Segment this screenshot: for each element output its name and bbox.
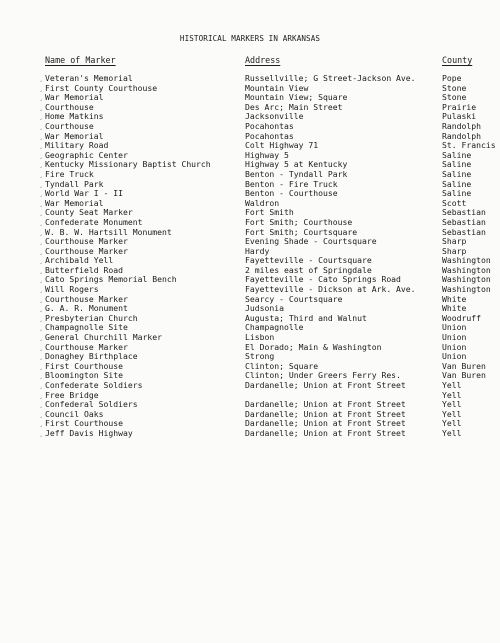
table-row <box>0 429 500 439</box>
check-mark-icon: ˏ <box>39 179 44 188</box>
table-row <box>0 314 500 324</box>
document-title: HISTORICAL MARKERS IN ARKANSAS <box>179 34 321 43</box>
column-header-address: Address <box>245 55 281 65</box>
marker-address: Highway 5 <box>245 150 289 160</box>
column-header-name: Name of Marker <box>45 55 116 65</box>
check-mark-icon: ˏ <box>39 313 44 322</box>
marker-county: Union <box>442 342 467 352</box>
marker-address: Dardanelle; Union at Front Street <box>245 381 406 390</box>
marker-county: Van Buren <box>442 371 486 381</box>
table-row <box>0 247 500 257</box>
check-mark-icon: ˏ <box>39 112 44 121</box>
table-row <box>0 112 500 122</box>
check-mark-icon: ˏ <box>39 189 44 198</box>
marker-name: War Memorial <box>45 198 104 208</box>
table-row <box>0 362 500 372</box>
marker-county: Pope <box>442 74 462 83</box>
marker-address: Highway 5 at Kentucky <box>245 160 348 170</box>
marker-address: Jacksonville <box>245 112 304 122</box>
marker-address: Augusta; Third and Walnut <box>245 313 367 323</box>
check-mark-icon: ˏ <box>39 74 44 82</box>
table-row <box>0 160 500 170</box>
marker-county: Saline <box>442 169 472 179</box>
table-row <box>0 295 500 305</box>
check-mark-icon: ˏ <box>39 381 44 389</box>
check-mark-icon: ˏ <box>39 208 44 217</box>
check-mark-icon: ˏ <box>39 390 44 399</box>
table-row <box>0 199 500 209</box>
marker-name: Butterfield Road <box>45 265 123 275</box>
marker-county: Sebastian <box>442 208 486 218</box>
marker-name: Courthouse Marker <box>45 237 128 247</box>
marker-address: Pocahontas <box>245 131 294 141</box>
marker-name: Council Oaks <box>45 409 104 419</box>
check-mark-icon: ˏ <box>39 169 44 178</box>
table-row <box>0 132 500 142</box>
marker-county: Prairie <box>442 102 477 112</box>
marker-county: Saline <box>442 179 472 189</box>
marker-name: Geographic Center <box>45 150 128 160</box>
table-row <box>0 266 500 276</box>
marker-county: Union <box>442 352 467 362</box>
check-mark-icon: ˏ <box>39 83 44 92</box>
table-row <box>0 237 500 247</box>
check-mark-icon: ˏ <box>39 198 44 207</box>
table-row <box>0 410 500 420</box>
marker-name: W. B. W. Hartsill Monument <box>45 227 172 237</box>
table-row <box>0 343 500 353</box>
marker-county: Washington <box>442 265 491 275</box>
check-mark-icon: ˏ <box>39 131 44 140</box>
check-mark-icon: ˏ <box>39 352 44 361</box>
check-mark-icon: ˏ <box>39 371 44 380</box>
marker-name: War Memorial <box>45 93 104 103</box>
table-row <box>0 103 500 113</box>
marker-name: General Churchill Marker <box>45 333 162 343</box>
marker-county: Woodruff <box>442 313 481 323</box>
marker-county: Yell <box>442 409 462 419</box>
marker-address: Dardanelle; Union at Front Street <box>245 409 406 419</box>
check-mark-icon: ˏ <box>39 409 44 418</box>
table-row <box>0 228 500 238</box>
table-row <box>0 84 500 94</box>
check-mark-icon: ˏ <box>39 160 44 169</box>
marker-name: Donaghey Birthplace <box>45 352 138 362</box>
marker-address: Fort Smith; Courtsquare <box>245 227 358 237</box>
marker-county: Sharp <box>442 237 467 247</box>
marker-county: Saline <box>442 160 472 170</box>
marker-name: First County Courthouse <box>45 83 158 93</box>
marker-name: Champagnolle Site <box>45 323 128 333</box>
marker-county: Union <box>442 333 467 343</box>
marker-address: Fort Smith; Courthouse <box>245 217 353 227</box>
marker-address: Lisbon <box>245 333 275 343</box>
marker-address: Benton - Tyndall Park <box>245 169 348 179</box>
marker-name: Bloomington Site <box>45 371 123 381</box>
marker-county: Randolph <box>442 131 481 141</box>
marker-address: Dardanelle; Union at Front Street <box>245 428 406 438</box>
marker-county: Yell <box>442 419 462 429</box>
marker-name: Will Rogers <box>45 285 99 295</box>
marker-name: Confederal Soldiers <box>45 400 138 410</box>
table-row <box>0 391 500 401</box>
marker-name: First Courthouse <box>45 419 123 429</box>
marker-address: Fayetteville - Dickson at Ark. Ave. <box>245 285 416 295</box>
marker-county: Washington <box>442 285 491 295</box>
marker-county: Washington <box>442 275 491 285</box>
table-row <box>0 256 500 266</box>
table-row <box>0 333 500 343</box>
marker-address: Dardanelle; Union at Front Street <box>245 400 406 410</box>
table-row <box>0 180 500 190</box>
table-row <box>0 74 500 84</box>
marker-address: Mountain View <box>245 83 309 93</box>
marker-address: Benton - Fire Truck <box>245 179 338 189</box>
marker-address: Waldron <box>245 198 280 208</box>
marker-address: 2 miles east of Springdale <box>245 265 372 275</box>
marker-name: Fire Truck <box>45 169 94 179</box>
marker-address: Judsonia <box>245 304 284 314</box>
marker-address: Fayetteville - Courtsquare <box>245 256 372 266</box>
marker-name: G. A. R. Monument <box>45 304 128 314</box>
marker-county: Randolph <box>442 121 481 131</box>
marker-county: Sebastian <box>442 227 486 237</box>
check-mark-icon: ˏ <box>39 361 44 370</box>
table-row <box>0 285 500 295</box>
check-mark-icon: ˏ <box>39 265 44 274</box>
check-mark-icon: ˏ <box>39 275 44 284</box>
marker-county: Pulaski <box>442 112 477 122</box>
check-mark-icon: ˏ <box>39 304 44 313</box>
table-row <box>0 189 500 199</box>
table-row <box>0 218 500 228</box>
marker-name: Tyndall Park <box>45 179 104 189</box>
check-mark-icon: ˏ <box>39 121 44 130</box>
marker-county: Stone <box>442 93 467 103</box>
marker-county: White <box>442 294 467 304</box>
marker-county: Sebastian <box>442 217 486 227</box>
marker-county: Yell <box>442 400 462 410</box>
marker-name: Courthouse Marker <box>45 342 128 352</box>
check-mark-icon: ˏ <box>39 323 44 332</box>
check-mark-icon: ˏ <box>39 428 44 437</box>
table-row <box>0 208 500 218</box>
marker-address: El Dorado; Main & Washington <box>245 342 382 352</box>
table-row <box>0 304 500 314</box>
marker-name: Archibald Yell <box>45 256 114 266</box>
check-mark-icon: ˏ <box>39 285 44 294</box>
marker-county: Yell <box>442 381 462 390</box>
marker-address: Searcy - Courtsquare <box>245 294 343 304</box>
marker-address: Dardanelle; Union at Front Street <box>245 419 406 429</box>
marker-address: Colt Highway 71 <box>245 141 319 151</box>
marker-name: Courthouse <box>45 102 94 112</box>
table-row <box>0 122 500 132</box>
column-header-county: County <box>442 55 473 65</box>
check-mark-icon: ˏ <box>39 227 44 236</box>
table-row <box>0 93 500 103</box>
check-mark-icon: ˏ <box>39 400 44 409</box>
table-row <box>0 151 500 161</box>
marker-name: Courthouse Marker <box>45 294 128 304</box>
marker-address: Clinton; Square <box>245 361 319 371</box>
check-mark-icon: ˏ <box>39 102 44 111</box>
table-row <box>0 141 500 151</box>
marker-name: Presbyterian Church <box>45 313 138 323</box>
marker-name: Free Bridge <box>45 390 99 400</box>
marker-address: Mountain View; Square <box>245 93 348 103</box>
check-mark-icon: ˏ <box>39 237 44 246</box>
table-row <box>0 275 500 285</box>
marker-county: Stone <box>442 83 467 93</box>
marker-address: Pocahontas <box>245 121 294 131</box>
table-row <box>0 400 500 410</box>
check-mark-icon: ˏ <box>39 141 44 150</box>
table-row <box>0 381 500 391</box>
marker-address: Fayetteville - Cato Springs Road <box>245 275 401 285</box>
marker-county: Yell <box>442 390 462 400</box>
marker-name: Military Road <box>45 141 109 151</box>
marker-address: Hardy <box>245 246 270 256</box>
marker-address: Champagnolle <box>245 323 304 333</box>
marker-name: Courthouse <box>45 121 94 131</box>
marker-name: Veteran's Memorial <box>45 74 133 83</box>
check-mark-icon: ˏ <box>39 342 44 351</box>
marker-county: St. Francis <box>442 141 496 151</box>
table-row <box>0 170 500 180</box>
marker-name: World War I - II <box>45 189 123 199</box>
marker-county: Sharp <box>442 246 467 256</box>
marker-list <box>0 74 500 439</box>
marker-county: Union <box>442 323 467 333</box>
marker-name: Confederate Soldiers <box>45 381 143 390</box>
check-mark-icon: ˏ <box>39 93 44 102</box>
marker-county: Saline <box>442 189 472 199</box>
check-mark-icon: ˏ <box>39 333 44 342</box>
marker-address: Fort Smith <box>245 208 294 218</box>
marker-name: War Memorial <box>45 131 104 141</box>
marker-address: Strong <box>245 352 275 362</box>
marker-name: First Courthouse <box>45 361 123 371</box>
table-row <box>0 352 500 362</box>
marker-name: Cato Springs Memorial Bench <box>45 275 177 285</box>
marker-county: Scott <box>442 198 467 208</box>
marker-address: Clinton; Under Greers Ferry Res. <box>245 371 401 381</box>
marker-name: Jeff Davis Highway <box>45 428 133 438</box>
marker-county: Van Buren <box>442 361 486 371</box>
marker-county: Yell <box>442 428 462 438</box>
table-row <box>0 419 500 429</box>
marker-county: Saline <box>442 150 472 160</box>
check-mark-icon: ˏ <box>39 294 44 303</box>
marker-address: Des Arc; Main Street <box>245 102 343 112</box>
marker-name: Confederate Monument <box>45 217 143 227</box>
marker-name: Courthouse Marker <box>45 246 128 256</box>
marker-name: Kentucky Missionary Baptist Church <box>45 160 211 170</box>
marker-name: Home Matkins <box>45 112 104 122</box>
marker-address: Benton - Courthouse <box>245 189 338 199</box>
check-mark-icon: ˏ <box>39 150 44 159</box>
table-row <box>0 371 500 381</box>
marker-name: County Seat Marker <box>45 208 133 218</box>
marker-county: White <box>442 304 467 314</box>
marker-address: Russellville; G Street-Jackson Ave. <box>245 74 416 83</box>
check-mark-icon: ˏ <box>39 256 44 265</box>
table-row <box>0 323 500 333</box>
check-mark-icon: ˏ <box>39 419 44 428</box>
marker-address: Evening Shade - Courtsquare <box>245 237 377 247</box>
check-mark-icon: ˏ <box>39 217 44 226</box>
check-mark-icon: ˏ <box>39 246 44 255</box>
marker-county: Washington <box>442 256 491 266</box>
